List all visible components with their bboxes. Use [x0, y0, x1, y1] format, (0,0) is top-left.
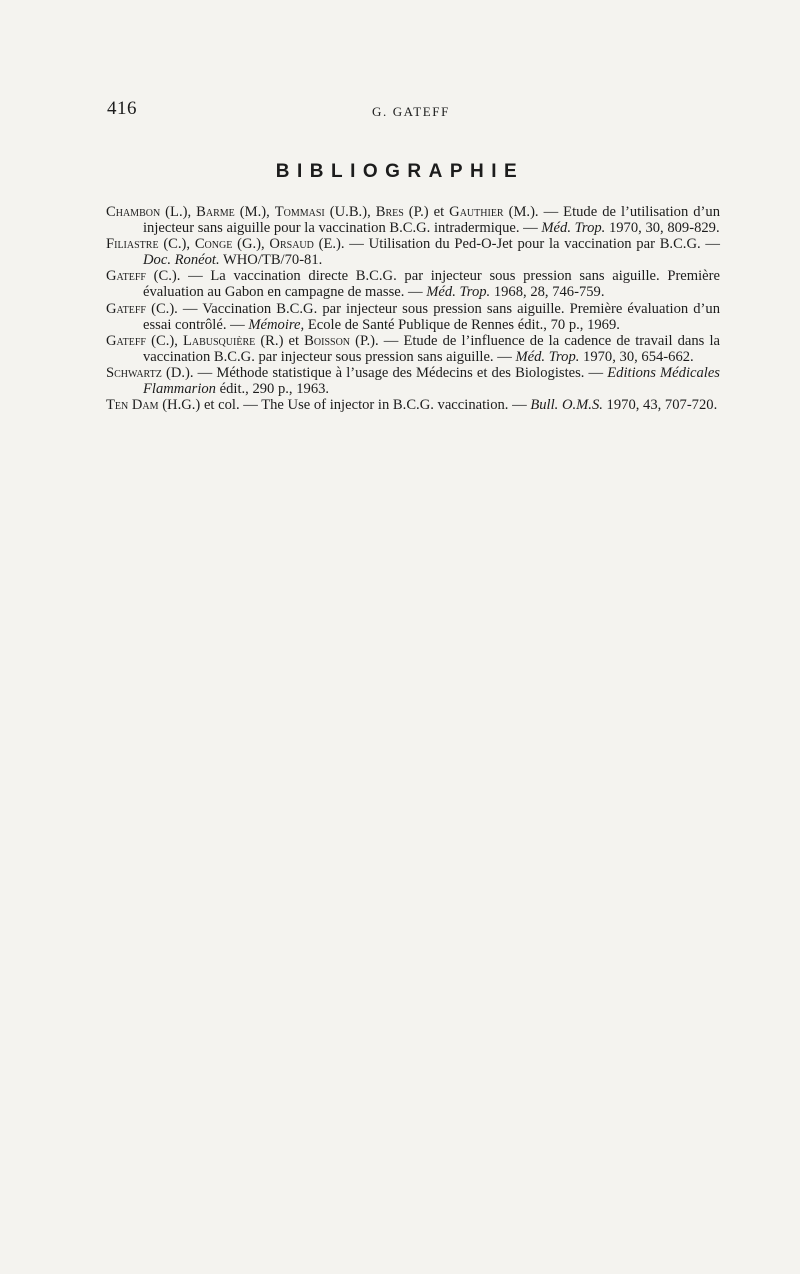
author-name: Labusquière [182, 332, 256, 349]
entry-text: (P.). — Etude de l’influence de la cadence de travail dans la vaccination B.C.G. par injecteur sous pression sans aiguille. — [143, 332, 720, 365]
source-title: Doc. Ronéot. [143, 252, 220, 269]
entry-text: WHO/TB/70-81. [219, 252, 323, 269]
bibliography-entry [106, 301, 720, 333]
source-title: Méd. Trop. [515, 348, 580, 365]
bibliography-entry [106, 365, 720, 397]
entry-text: (R.) et [255, 332, 305, 349]
entry-text: Ecole de Santé Publique de Rennes édit., 70 p., 1969. [304, 316, 620, 333]
entry-text: (H.G.) et col. — The Use of injector in B.C.G. vaccination. — [158, 397, 531, 414]
bibliography-entry [106, 333, 720, 365]
page-number: 416 [107, 98, 137, 119]
source-title: Méd. Trop. [541, 220, 606, 237]
bibliography-entry [106, 236, 720, 268]
author-name: Bres [375, 204, 404, 220]
bibliography-list [106, 204, 720, 413]
bibliography-entry [106, 397, 720, 413]
author-name: Schwartz [106, 364, 162, 381]
source-title: Méd. Trop. [426, 284, 491, 301]
author-name: Gateff [106, 268, 146, 285]
author-name: Tommasi [274, 204, 325, 220]
author-name: Orsaud [269, 236, 314, 253]
entry-text: (U.B.), [324, 204, 376, 220]
bibliography-entry [106, 268, 720, 300]
entry-text: (C.). — Vaccination B.C.G. par injecteur sous pression sans aiguille. Première évaluation d’un essai contrôlé. — [143, 300, 720, 333]
author-name: Chambon [106, 204, 161, 220]
section-title: BIBLIOGRAPHIE [275, 161, 525, 182]
author-name: Gauthier [449, 204, 504, 220]
entry-text: 1970, 43, 707-720. [602, 397, 718, 414]
entry-text: (G.), [232, 236, 270, 253]
entry-text: édit., 290 p., 1963. [215, 381, 330, 398]
entry-text: (C.), [158, 236, 195, 253]
source-title: Editions Médicales Flammarion [143, 364, 720, 398]
entry-text: (M.). — Etude de l’utilisation d’un injecteur sans aiguille pour la vaccination B.C.G. intradermique. — [143, 204, 720, 237]
running-head: G. GATEFF [372, 104, 450, 119]
source-title: Bull. O.M.S. [530, 397, 603, 414]
bibliography-entry [106, 204, 720, 236]
source-title: Mémoire, [248, 316, 305, 333]
author-name: Boisson [304, 332, 351, 349]
entry-text: (C.). — La vaccination directe B.C.G. par injecteur sous pression sans aiguille. Première évaluation au Gabon en campagne de masse. — [143, 268, 720, 301]
author-name: Barme [196, 204, 235, 220]
entry-text: (E.). — Utilisation du Ped-O-Jet pour la vaccination par B.C.G. — [313, 236, 720, 253]
author-name: Ten Dam [106, 397, 159, 414]
entry-text: 1970, 30, 809-829. [605, 220, 720, 237]
author-name: Conge [194, 236, 233, 253]
author-name: Gateff [106, 332, 146, 349]
author-name: Filiastre [106, 236, 159, 253]
entry-text: (M.), [234, 204, 275, 220]
entry-text: 1970, 30, 654-662. [579, 348, 694, 365]
entry-text: (P.) et [403, 204, 450, 220]
entry-text: (C.), [146, 332, 183, 349]
entry-text: (L.), [160, 204, 197, 220]
author-name: Gateff [106, 300, 146, 317]
entry-text: (D.). — Méthode statistique à l’usage des Médecins et des Biologistes. — [161, 364, 608, 381]
entry-text: 1968, 28, 746-759. [490, 284, 605, 301]
